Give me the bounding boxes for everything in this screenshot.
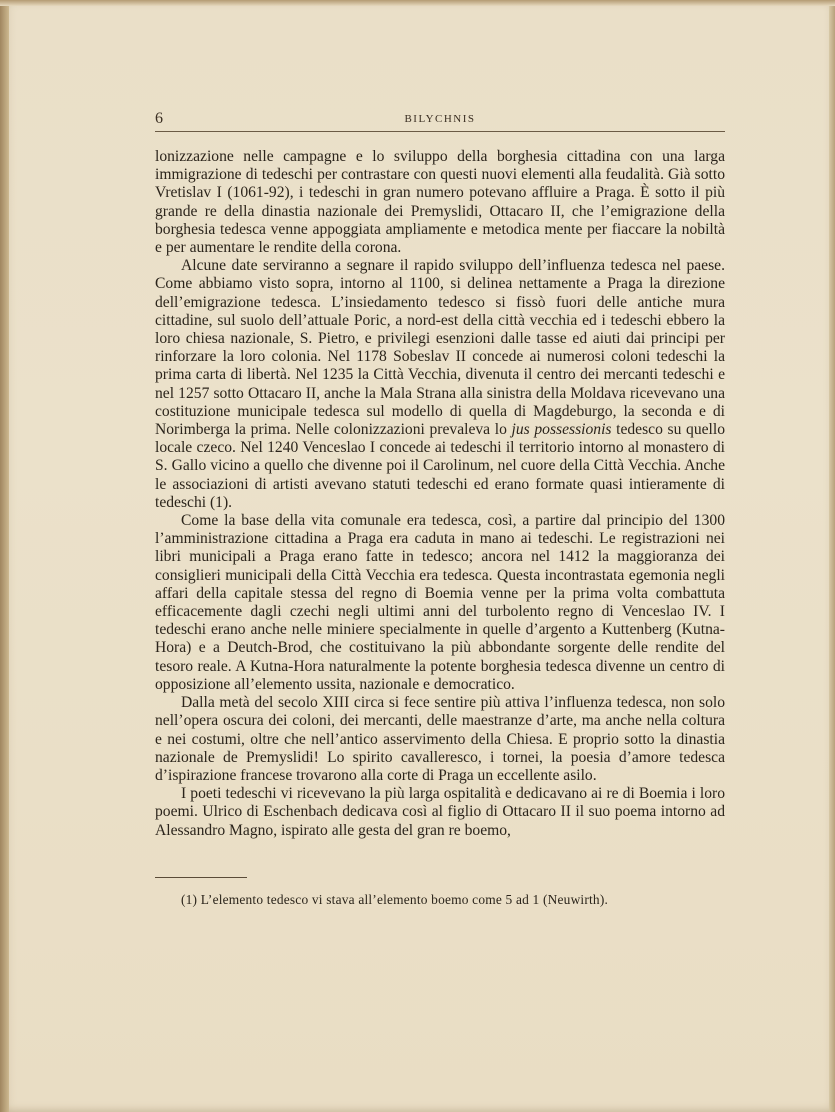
paragraph-4: Dalla metà del secolo XIII circa si fece sentire più attiva l’influenza tedesca, non solo nell’opera oscura dei coloni, dei mercanti, delle maestranze d’arte, ma anche nella coltura e nei costumi, oltre che nell’antico asservimento della Chiesa. E proprio sotto la dinastia nazionale de Premyslidi! Lo spirito cavalleresco, i tornei, la poesia d’amore tedesca d’ispirazione francese trovarono alla corte di Praga un eccellente asilo. (155, 694, 725, 784)
paragraph-5: I poeti tedeschi vi ricevevano la più larga ospitalità e dedicavano ai re di Boemia i loro poemi. Ulrico di Eschenbach dedicava così al figlio di Ottacaro II il suo poema intorno ad Alessandro Magno, ispirato alle gesta del gran re boemo, (155, 785, 725, 839)
footnote: (1) L’elemento tedesco vi stava all’elemento boemo come 5 ad 1 (Neuwirth). (181, 892, 609, 907)
page-top-edge (0, 0, 835, 6)
running-head (155, 110, 725, 130)
paragraph-3: Come la base della vita comunale era tedesca, così, a partire dal principio del 1300 l’amministrazione cittadina a Praga era caduta in mano ai tedeschi. Le registrazioni nei libri municipali a Praga erano fatte in tedesco; ancora nel 1412 la maggioranza dei consiglieri municipali della Città Vecchia era tedesca. Questa incontrastata egemonia negli affari della capitale stessa del regno di Boemia venne per la prima volta combattuta efficacemente dagli czechi negli ultimi anni del turbolento regno di Venceslao IV. I tedeschi erano anche nelle miniere specialmente in quelle d’argento a Kuttenberg (Kutna-Hora) e a Deutch-Brod, che costituivano la più abbondante sorgente delle rendite del tesoro reale. A Kutna-Hora naturalmente la potente borghesia tedesca divenne un centro di opposizione all’elemento ussita, nazionale e democratico. (155, 512, 725, 693)
paragraph-1: lonizzazione nelle campagne e lo sviluppo della borghesia cittadina con una larga immigrazione di tedeschi per contrastare con questi nuovi elementi alla feudalità. Già sotto Vretislav I (1061-92), i tedeschi in gran numero potevano affluire a Praga. È sotto il più grande re della dinastia nazionale dei Premyslidi, Ottacaro II, che l’emigrazione della borghesia tedesca venne appoggiata ampliamente e metodica mente per fiaccare la nobiltà e per aumentare le rendite della corona. (155, 148, 725, 257)
running-title: BILYCHNIS (404, 113, 476, 125)
page-left-edge (0, 0, 9, 1112)
paragraph-2-italic: jus possessionis (511, 421, 612, 439)
paragraph-2-text-a: Alcune date serviranno a segnare il rapido sviluppo dell’influenza tedesca nel paese. Come abbiamo visto sopra, intorno al 1100, si delinea nettamente a Praga la direzione dell’emigrazione tedesca. L’insiedamento tedesco si fissò fuori delle antiche mura cittadine, sul suolo dell’attuale Poric, a nord-est della città vecchia ed i tedeschi ebbero la loro chiesa nazionale, S. Pietro, e privilegi esenzioni dalle tasse ed aiuti dai principi per rinforzare la loro colonia. Nel 1178 Sobeslav II concede ai numerosi coloni tedeschi la prima carta di libertà. Nel 1235 la Città Vecchia, divenuta il centro dei mercanti tedeschi e nel 1257 sotto Ottacaro II, anche la Mala Strana alla sinistra della Moldava ricevevano una costituzione municipale tedesca sul modello di quella di Magdeburgo, la seconda e di Norimberga la prima. Nelle colonizzazioni prevaleva lo (155, 257, 725, 439)
page-right-edge (829, 0, 835, 1112)
body-text (155, 148, 725, 840)
paragraph-2-text-b: tedesco su quello locale czeco. Nel 1240 Venceslao I concede ai tedeschi il territorio intorno al monastero di S. Gallo vicino a quello che divenne poi il Carolinum, nel cuore della Città Vecchia. Anche le associazioni di artisti avevano statuti tedeschi ed erano formate quasi intieramente di tedeschi (1). (155, 421, 726, 511)
header-rule (155, 131, 725, 132)
page-number: 6 (155, 110, 163, 127)
paragraph-2 (155, 257, 725, 512)
footnote-rule (155, 877, 247, 878)
